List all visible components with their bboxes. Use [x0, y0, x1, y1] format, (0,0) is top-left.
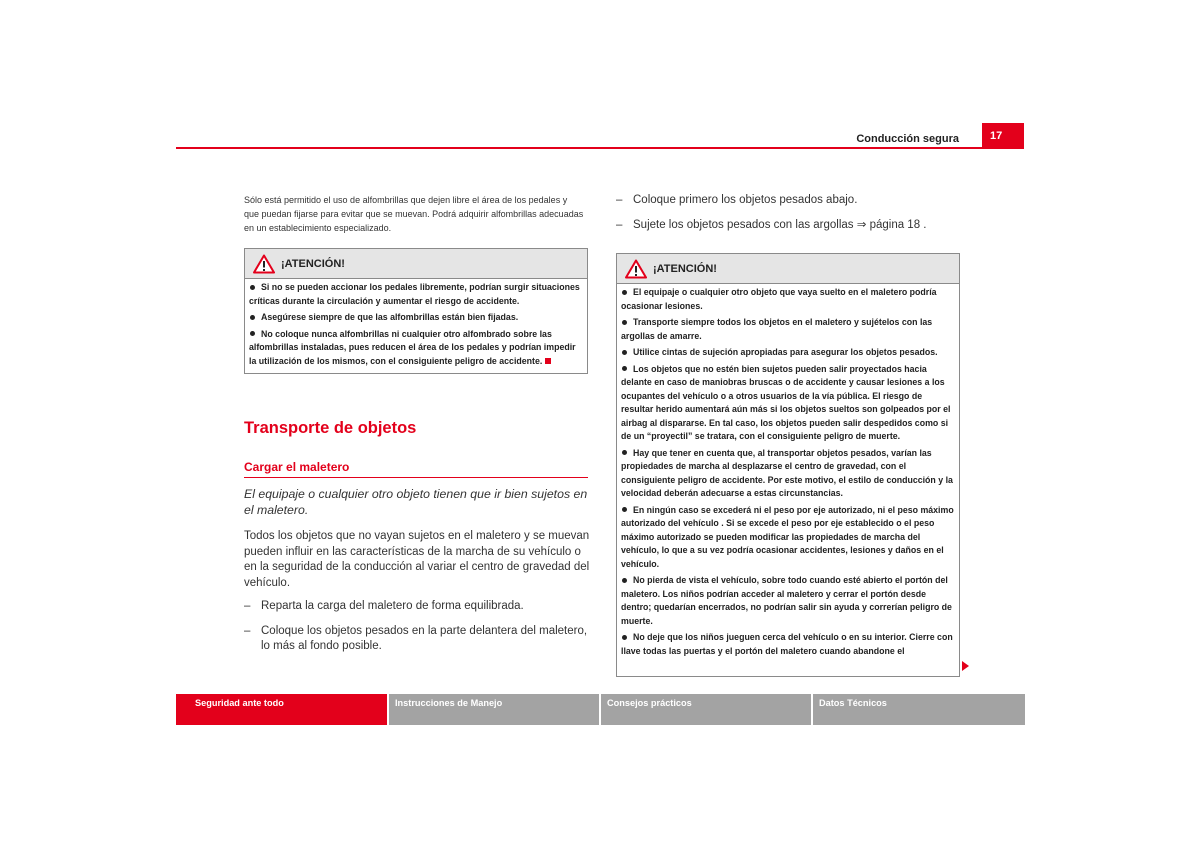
header-rule — [176, 147, 1024, 149]
warning-item: No coloque nunca alfombrillas ni cualquier otro alfombrado sobre las alfombrillas instaladas, pues reducen el área de los pedales y podrían impedir la utilización de los mismos, con el consiguiente peligro de accidente. — [249, 328, 576, 366]
warning-triangle-icon — [625, 259, 647, 279]
warning-item: Hay que tener en cuenta que, al transportar objetos pesados, varían las propiedades de marcha al desplazarse el centro de gravedad, con el consiguiente peligro de accidente. Por este motivo, el estilo de conducción y la velocidad deberán adecuarse a estas circunstancias. — [621, 447, 953, 498]
warning-box-right — [616, 253, 960, 677]
footer-navigation — [176, 694, 1025, 725]
continue-arrow-icon — [962, 661, 969, 671]
warning-title: ¡ATENCIÓN! — [281, 257, 345, 270]
running-header-title: Conducción segura — [856, 133, 959, 145]
warning-title: ¡ATENCIÓN! — [653, 262, 717, 275]
footer-tab-instrucciones[interactable]: Instrucciones de Manejo — [389, 694, 601, 725]
warning-box-left — [244, 248, 588, 374]
intro-paragraph: Sólo está permitido el uso de alfombrillas que dejen libre el área de los pedales y que puedan fijarse para evitar que se muevan. Podrá adquirir alfombrillas adecuadas en un establecimiento especializado. — [244, 195, 584, 233]
lead-text: El equipaje o cualquier otro objeto tienen que ir bien sujetos en el maletero. — [244, 487, 588, 517]
warning-item: Los objetos que no estén bien sujetos pueden salir proyectados hacia delante en caso de maniobras bruscas o de accidente y causar lesiones a los ocupantes del vehículo o a otros usuarios de la vía pública. El riesgo de resultar herido aumentará aún más si los objetos sueltos son golpeados por el airbag al dispararse. En tal caso, los objetos pueden salir despedidos como si de un “proyectil” se tratara, con el consiguiente peligro de muerte. — [621, 363, 951, 441]
footer-tab-datos[interactable]: Datos Técnicos — [813, 694, 1025, 725]
step-item: – Sujete los objetos pesados con las argollas ⇒ página 18 . — [616, 218, 927, 231]
step-list-left — [244, 599, 590, 655]
warning-item: No pierda de vista el vehículo, sobre todo cuando esté abierto el portón del maletero. Los niños podrían acceder al maletero y cerrar el portón desde dentro; quedarían encerrados, no podrían salir sin ayuda y correrían peligro de muerte. — [621, 575, 952, 626]
body-paragraph: Todos los objetos que no vayan sujetos en el maletero y se muevan pueden influir en las características de la marcha de su vehículo o en la seguridad de la conducción al variar el centro de gravedad del vehículo. — [244, 530, 590, 589]
footer-tab-seguridad[interactable]: Seguridad ante todo — [176, 694, 389, 725]
page-number: 17 — [982, 123, 1024, 148]
step-list-right — [616, 193, 962, 233]
warning-header — [245, 249, 587, 279]
warning-item: No deje que los niños jueguen cerca del vehículo o en su interior. Cierre con llave todas las puertas y el portón del maletero cuando abandone el — [621, 632, 953, 656]
subsection-title: Cargar el maletero — [244, 460, 350, 474]
section-title: Transporte de objetos — [244, 419, 417, 437]
warning-item: Asegúrese siempre de que las alfombrillas están bien fijadas. — [249, 311, 583, 325]
step-item: – Coloque los objetos pesados en la parte delantera del maletero, lo más al fondo posible. — [244, 624, 588, 652]
step-item: – Coloque primero los objetos pesados abajo. — [616, 194, 858, 206]
warning-triangle-icon — [253, 254, 275, 274]
warning-item: Si no se pueden accionar los pedales libremente, podrían surgir situaciones críticas durante la circulación y aumentar el riesgo de accidente. — [249, 282, 580, 306]
warning-item: Transporte siempre todos los objetos en el maletero y sujételos con las argollas de amarre. — [621, 317, 933, 341]
footer-tab-consejos[interactable]: Consejos prácticos — [601, 694, 813, 725]
warning-item: El equipaje o cualquier otro objeto que vaya suelto en el maletero podría ocasionar lesiones. — [621, 287, 937, 311]
step-item: – Reparta la carga del maletero de forma equilibrada. — [244, 600, 524, 612]
end-of-section-mark — [545, 358, 551, 364]
subsection-rule — [244, 477, 588, 478]
warning-header — [617, 254, 959, 284]
warning-item: En ningún caso se excederá ni el peso por eje autorizado, ni el peso máximo autorizado del vehículo . Si se excede el peso por eje establecido o el peso máximo autorizado se pueden modificar las propiedades de marcha del vehículo, lo que a su vez podría ocasionar accidentes, lesiones y daños en el vehículo. — [621, 504, 954, 569]
warning-item: Utilice cintas de sujeción apropiadas para asegurar los objetos pesados. — [621, 346, 955, 360]
